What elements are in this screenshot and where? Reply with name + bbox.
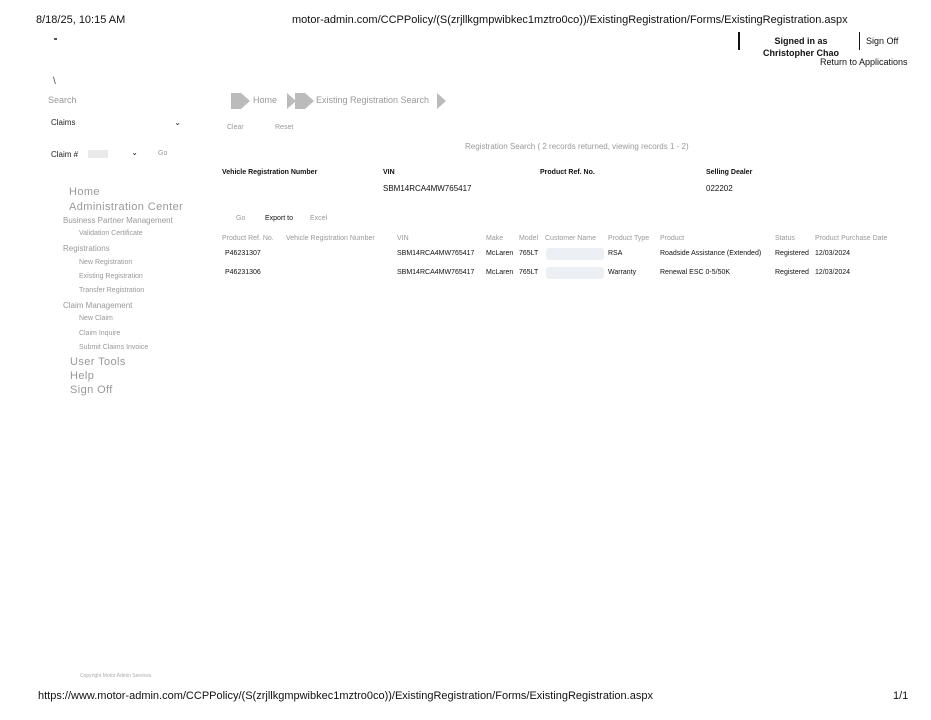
chevron-down-icon: ⌄ — [174, 118, 181, 127]
divider — [859, 32, 860, 50]
column-header-purchase-date[interactable]: Product Purchase Date — [815, 235, 888, 242]
breadcrumb-separator-icon — [287, 93, 313, 109]
row2-model: 765LT — [519, 269, 539, 276]
row1-product-ref-link[interactable]: P46231307 — [225, 250, 261, 257]
row2-status: Registered — [775, 269, 809, 276]
claim-number-field[interactable] — [88, 150, 108, 158]
signed-in-user: Signed in as Christopher Chao — [762, 36, 839, 58]
claim-number-input[interactable] — [88, 148, 140, 162]
search-type-select[interactable] — [51, 118, 183, 132]
row1-product-type: RSA — [608, 250, 623, 257]
copyright: Copyright Motor Admin Services — [80, 673, 152, 679]
chevron-down-icon: ⌄ — [131, 148, 138, 157]
row1-model: 765LT — [519, 250, 539, 257]
row2-product-type: Warranty — [608, 269, 637, 276]
row1-purchase-date: 12/03/2024 — [815, 250, 851, 257]
row1-customer-name — [546, 248, 604, 260]
product-ref-field[interactable] — [540, 184, 640, 194]
clear-button[interactable]: Clear — [227, 124, 244, 131]
row2-make: McLaren — [486, 269, 514, 276]
nav-transfer-registration[interactable]: Transfer Registration — [79, 287, 145, 294]
logo-mark — [54, 38, 57, 40]
vehicle-registration-number-field[interactable] — [222, 184, 342, 194]
breadcrumb-home[interactable]: Home — [253, 95, 278, 105]
nav-submit-claims-invoice[interactable]: Submit Claims Invoice — [79, 344, 149, 351]
breadcrumb-home-icon — [231, 93, 251, 109]
column-header-model[interactable]: Model — [519, 235, 539, 242]
export-format-select[interactable]: Excel — [310, 215, 328, 222]
column-header-customer-name[interactable]: Customer Name — [545, 235, 596, 242]
breadcrumb-end-icon — [437, 93, 447, 109]
nav-registrations[interactable]: Registrations — [63, 244, 110, 253]
product-ref-label: Product Ref. No. — [540, 169, 595, 176]
export-to-label: Export to — [265, 215, 294, 222]
nav-user-tools[interactable]: User Tools — [70, 356, 126, 368]
column-header-product-type[interactable]: Product Type — [608, 235, 650, 242]
print-page-number: 1/1 — [893, 690, 909, 702]
print-page-url: https://www.motor-admin.com/CCPPolicy/(S(zrjllkgmpwibkec1mztro0co))/ExistingRegistration/Forms/ExistingRegistration.aspx — [38, 690, 653, 702]
nav-sign-off[interactable]: Sign Off — [70, 384, 113, 396]
column-header-vehicle-registration[interactable]: Vehicle Registration Number — [286, 235, 375, 242]
row1-vehicle-registration — [290, 250, 390, 259]
nav-validation-certificate[interactable]: Validation Certificate — [79, 230, 143, 237]
claim-number-label: Claim # — [51, 150, 79, 159]
nav-claim-management[interactable]: Claim Management — [63, 301, 133, 310]
breadcrumb-current: Existing Registration Search — [316, 95, 430, 105]
row1-status: Registered — [775, 250, 809, 257]
nav-new-registration[interactable]: New Registration — [79, 259, 133, 266]
nav-new-claim[interactable]: New Claim — [79, 315, 113, 322]
nav-home[interactable]: Home — [69, 186, 100, 198]
row2-product-ref-link[interactable]: P46231306 — [225, 269, 261, 276]
vehicle-registration-number-label: Vehicle Registration Number — [222, 169, 318, 176]
search-label: Search — [48, 95, 77, 105]
logo-icon: \ — [53, 76, 56, 87]
row2-vehicle-registration — [290, 269, 390, 278]
row1-vin: SBM14RCA4MW765417 — [397, 250, 475, 257]
print-datetime: 8/18/25, 10:15 AM — [36, 14, 126, 26]
print-page-title: motor-admin.com/CCPPolicy/(S(zrjllkgmpwibkec1mztro0co))/ExistingRegistration/Forms/ExistingRegistration.aspx — [292, 14, 848, 26]
selling-dealer-label: Selling Dealer — [706, 169, 753, 176]
column-header-status[interactable]: Status — [775, 235, 795, 242]
nav-claim-inquire[interactable]: Claim Inquire — [79, 330, 121, 337]
go-button[interactable]: Go — [158, 150, 168, 157]
results-caption: Registration Search ( 2 records returned, viewing records 1 - 2) — [465, 142, 689, 151]
grid-go-button[interactable]: Go — [236, 215, 246, 222]
row2-vin: SBM14RCA4MW765417 — [397, 269, 475, 276]
reset-button[interactable]: Reset — [275, 124, 294, 131]
column-header-product[interactable]: Product — [660, 235, 685, 242]
vin-field[interactable]: SBM14RCA4MW765417 — [383, 184, 472, 193]
search-type-value: Claims — [51, 118, 76, 127]
row2-product: Renewal ESC 0-5/50K — [660, 269, 731, 276]
column-header-make[interactable]: Make — [486, 235, 504, 242]
row1-product: Roadside Assistance (Extended) — [660, 250, 762, 257]
divider — [738, 32, 740, 50]
nav-help[interactable]: Help — [70, 370, 95, 382]
return-to-applications-link[interactable]: Return to Applications — [820, 57, 908, 67]
sign-off-link[interactable]: Sign Off — [866, 36, 899, 46]
column-header-vin[interactable]: VIN — [397, 235, 409, 242]
selling-dealer-field[interactable]: 022202 — [706, 184, 733, 193]
row1-make: McLaren — [486, 250, 514, 257]
vin-label: VIN — [383, 169, 395, 176]
nav-existing-registration[interactable]: Existing Registration — [79, 273, 143, 280]
row2-purchase-date: 12/03/2024 — [815, 269, 851, 276]
nav-business-partner-management[interactable]: Business Partner Management — [63, 216, 173, 225]
row2-customer-name — [546, 267, 604, 279]
nav-administration-center[interactable]: Administration Center — [69, 201, 184, 213]
column-header-product-ref[interactable]: Product Ref. No. — [222, 235, 274, 242]
